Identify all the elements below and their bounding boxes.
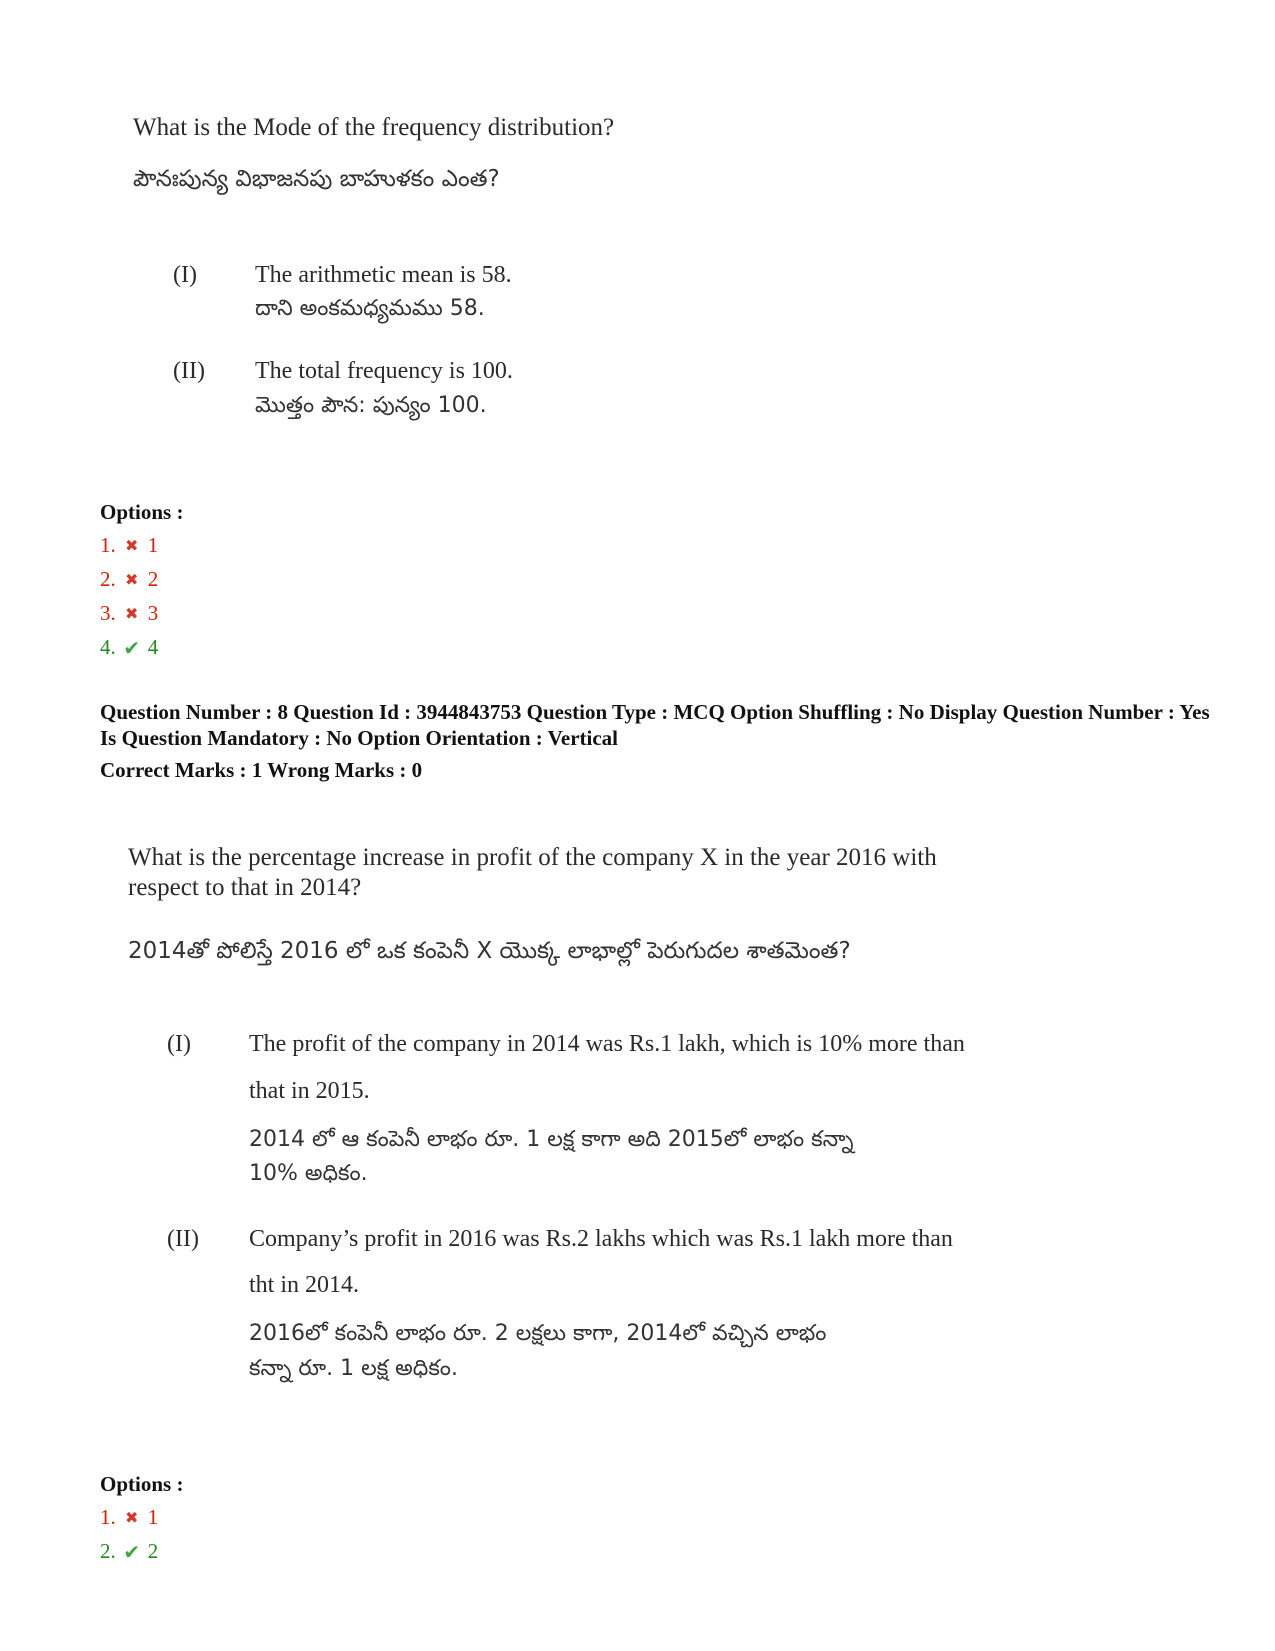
statement-text-te: కన్నా రూ. 1 లక్ష అధికం.	[249, 1356, 458, 1381]
statement-number: (I)	[173, 262, 197, 288]
statement-text-te: 2014 లో ఆ కంపెనీ లాభం రూ. 1 లక్ష కాగా అది 2015లో లాభం కన్నా	[249, 1127, 854, 1152]
option-item	[100, 1539, 158, 1564]
statement-number: (II)	[167, 1226, 199, 1252]
option-value: 4	[147, 635, 159, 659]
option-number: 3.	[100, 601, 116, 625]
option-item	[100, 533, 158, 558]
check-icon: ✔	[123, 635, 141, 660]
statement-text-en: Company’s profit in 2016 was Rs.2 lakhs which was Rs.1 lakh more than	[249, 1226, 953, 1252]
option-number: 1.	[100, 1505, 116, 1529]
statement-text-en: tht in 2014.	[249, 1272, 360, 1298]
option-value: 1	[147, 1505, 159, 1529]
question-text-en: What is the percentage increase in profit of the company X in the year 2016 with	[128, 844, 937, 871]
statement-text-en: The profit of the company in 2014 was Rs.1 lakh, which is 10% more than	[249, 1031, 965, 1057]
question-marks: Correct Marks : 1 Wrong Marks : 0	[100, 758, 423, 782]
option-value: 1	[147, 533, 159, 557]
question-text-en: respect to that in 2014?	[128, 874, 362, 901]
statement-number: (I)	[167, 1031, 191, 1057]
cross-icon: ✖	[125, 570, 139, 589]
cross-icon: ✖	[125, 1508, 139, 1527]
question-text-en: What is the Mode of the frequency distribution?	[133, 114, 615, 141]
options-label: Options :	[100, 1472, 184, 1496]
statement-text-te: దాని అంకమధ్యమము 58.	[255, 296, 485, 321]
option-item	[100, 1505, 158, 1530]
option-number: 2.	[100, 1539, 116, 1563]
cross-icon: ✖	[125, 536, 139, 555]
option-number: 2.	[100, 567, 116, 591]
statement-text-en: that in 2015.	[249, 1078, 370, 1104]
statement-text-en: The arithmetic mean is 58.	[255, 262, 512, 288]
check-icon: ✔	[123, 1539, 141, 1564]
cross-icon: ✖	[125, 604, 139, 623]
option-item	[100, 601, 158, 626]
option-value: 3	[147, 601, 159, 625]
options-label: Options :	[100, 500, 184, 524]
statement-number: (II)	[173, 358, 205, 384]
question-meta: Question Number : 8 Question Id : 3944843753 Question Type : MCQ Option Shuffling : No Display Question Number : Yes Is Question Mandatory : No Option Orientation : Vertical	[100, 700, 1210, 750]
option-value: 2	[147, 567, 159, 591]
statement-text-te: 2016లో కంపెనీ లాభం రూ. 2 లక్షలు కాగా, 2014లో వచ్చిన లాభం	[249, 1321, 827, 1346]
question-text-te: 2014తో పోలిస్తే 2016 లో ఒక కంపెనీ X యొక్క లాభాల్లో పెరుగుదల శాతమెంత?	[128, 938, 851, 964]
option-item	[100, 635, 158, 660]
question-text-te: పౌనఃపున్య విభాజనపు బాహుళకం ఎంత?	[133, 166, 500, 192]
option-item	[100, 567, 158, 592]
option-number: 1.	[100, 533, 116, 557]
option-number: 4.	[100, 635, 116, 659]
statement-text-te: 10% అధికం.	[249, 1161, 368, 1186]
statement-text-te: మొత్తం పౌన: పున్యం 100.	[255, 393, 487, 418]
option-value: 2	[147, 1539, 159, 1563]
statement-text-en: The total frequency is 100.	[255, 358, 513, 384]
